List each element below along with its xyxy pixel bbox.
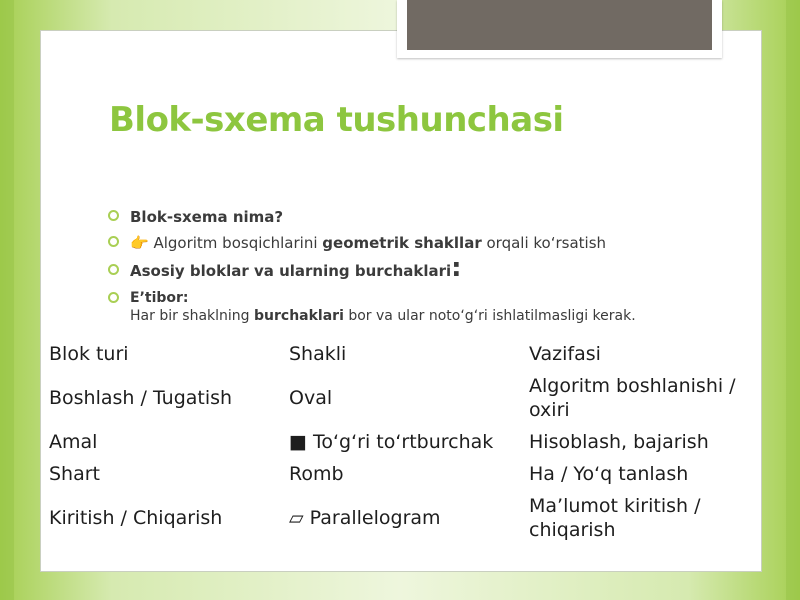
bullet-text-part: orqali ko‘rsatish — [481, 234, 607, 252]
block-types-table — [49, 338, 749, 546]
bullet-text-part: bor va ular noto‘g‘ri ishlatilmasligi kerak. — [343, 308, 636, 324]
decorative-title-tab-fill — [407, 0, 712, 50]
bullet-list — [106, 208, 746, 326]
bullet-text-bold: burchaklari — [254, 308, 344, 324]
table-cell-block-type: Boshlash / Tugatish — [49, 387, 233, 409]
table-cell-block-type: Shart — [49, 463, 101, 485]
bullet-item-what-is — [106, 208, 746, 234]
bullet-text-part: Har bir shaklning — [130, 308, 255, 324]
bullet-body — [130, 307, 746, 326]
bullet-ring-icon — [108, 210, 119, 221]
table-cell-shape: Oval — [289, 387, 333, 409]
bullet-text: Blok-sxema nima? — [130, 208, 284, 226]
bullet-item-attention — [106, 290, 746, 326]
table-cell-block-type: Amal — [49, 431, 98, 453]
bullet-colon: : — [451, 253, 462, 283]
table-cell-purpose: Hisoblash, bajarish — [529, 431, 709, 453]
table-cell-purpose: Algoritm boshlanishi / oxiri — [529, 375, 736, 421]
column-header-shape: Shakli — [289, 343, 347, 365]
slide-title: Blok-sxema tushunchasi — [109, 100, 564, 140]
bullet-heading: E’tibor: — [130, 290, 189, 306]
bullet-text-part: Algoritm bosqichlarini — [148, 234, 323, 252]
bullet-item-basic-blocks — [106, 253, 746, 290]
bullet-ring-icon — [108, 236, 119, 247]
table-row — [49, 490, 749, 546]
table-cell-block-type: Kiritish / Chiqarish — [49, 507, 223, 529]
table-cell-purpose: Ma’lumot kiritish / chiqarish — [529, 495, 701, 541]
table-row — [49, 370, 749, 426]
table-cell-shape: ▱ Parallelogram — [289, 507, 441, 529]
bullet-ring-icon — [108, 292, 119, 303]
table-row — [49, 426, 749, 458]
table-cell-shape: Romb — [289, 463, 344, 485]
bullet-text-bold: geometrik shakllar — [322, 234, 482, 252]
table-row — [49, 458, 749, 490]
column-header-purpose: Vazifasi — [529, 343, 601, 365]
bullet-ring-icon — [108, 264, 119, 275]
table-header-row — [49, 338, 749, 370]
table-cell-purpose: Ha / Yo‘q tanlash — [529, 463, 689, 485]
background-stripe-right — [786, 0, 800, 600]
pointing-hand-icon: 👉 — [130, 234, 149, 252]
column-header-block-type: Blok turi — [49, 343, 129, 365]
bullet-item-definition — [106, 234, 746, 262]
background-stripe-left — [0, 0, 14, 600]
table-cell-shape: ■ To‘g‘ri to‘rtburchak — [289, 431, 494, 453]
decorative-title-tab — [397, 0, 722, 58]
bullet-text: Asosiy bloklar va ularning burchaklari — [130, 262, 452, 280]
